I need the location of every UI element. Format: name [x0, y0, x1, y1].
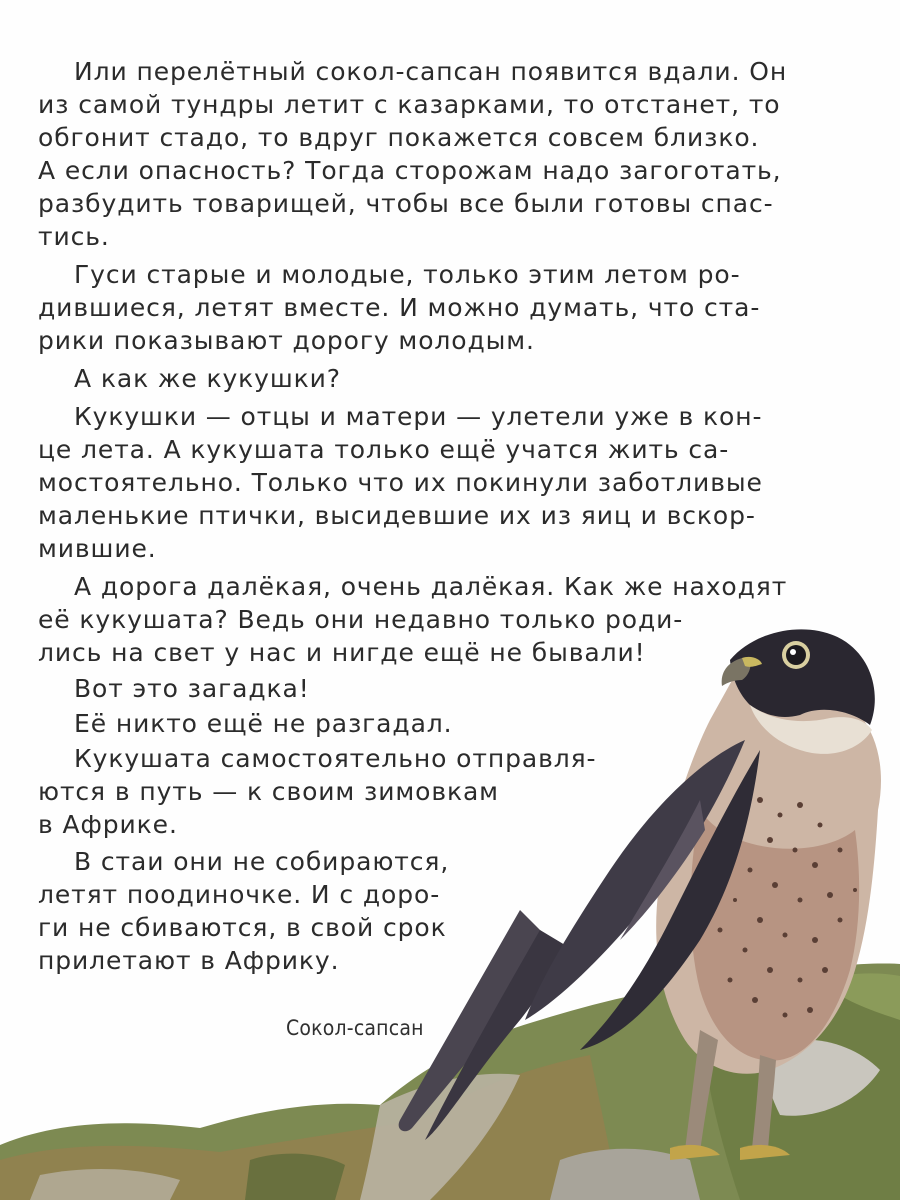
text-line: А если опасность? Тогда сторожам надо загоготать,	[38, 156, 782, 185]
text-line: её кукушата? Ведь они недавно только роди-	[38, 605, 684, 634]
illustration-caption: Сокол-сапсан	[286, 1016, 424, 1040]
text-line: В стаи они не собираются,	[74, 847, 450, 876]
text-line: из самой тундры летит с казарками, то отстанет, то	[38, 90, 781, 119]
text-line: маленькие птички, высидевшие их из яиц и вскор-	[38, 501, 756, 530]
text-line: Или перелётный сокол-сапсан появится вдали. Он	[74, 57, 788, 86]
text-line: мившие.	[38, 534, 157, 563]
text-line: Кукушата самостоятельно отправля-	[74, 744, 597, 773]
text-line: Гуси старые и молодые, только этим летом ро-	[74, 260, 741, 289]
text-line: прилетают в Африку.	[38, 946, 340, 975]
text-line: разбудить товарищей, чтобы все были готовы спас-	[38, 189, 774, 218]
text-line: ги не сбиваются, в свой срок	[38, 913, 447, 942]
text-line: ются в путь — к своим зимовкам	[38, 777, 499, 806]
text-line: рики показывают дорогу молодым.	[38, 326, 535, 355]
text-line: Вот это загадка!	[74, 674, 310, 703]
text-line: тись.	[38, 222, 110, 251]
text-line: Кукушки — отцы и матери — улетели уже в кон-	[74, 402, 763, 431]
text-line: А дорога далёкая, очень далёкая. Как же находят	[74, 572, 788, 601]
text-line: лись на свет у нас и нигде ещё не бывали!	[38, 638, 646, 667]
text-line: Её никто ещё не разгадал.	[74, 709, 453, 738]
text-line: це лета. А кукушата только ещё учатся жить са-	[38, 435, 730, 464]
text-line: А как же кукушки?	[74, 364, 341, 393]
text-line: в Африке.	[38, 810, 178, 839]
text-line: мостоятельно. Только что их покинули заботливые	[38, 468, 763, 497]
falcon-body	[525, 629, 881, 1073]
text-line: летят поодиночке. И с доро-	[38, 880, 441, 909]
text-line: дившиеся, летят вместе. И можно думать, что ста-	[38, 293, 761, 322]
text-line: обгонит стадо, то вдруг покажется совсем близко.	[38, 123, 760, 152]
